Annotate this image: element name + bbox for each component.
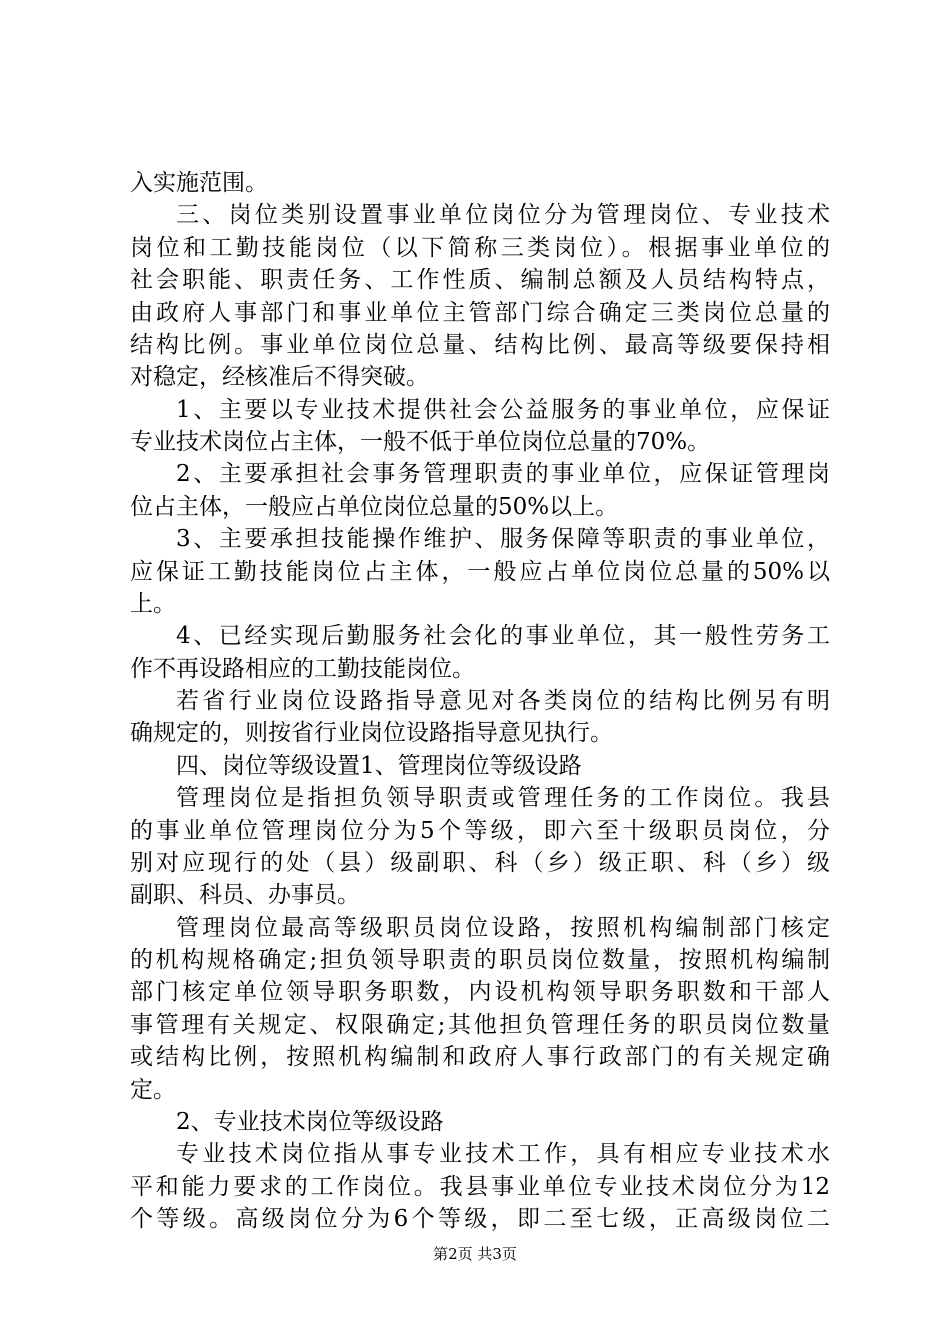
text-line: 专业技术岗位指从事专业技术工作，具有相应专业技术水 — [176, 1141, 830, 1168]
text-line: 社会职能、职责任务、工作性质、编制总额及人员结构特点， — [130, 267, 830, 294]
text-line: 平和能力要求的工作岗位。我县事业单位专业技术岗位分为12 — [130, 1173, 830, 1200]
text-line: 作不再设路相应的工勤技能岗位。 — [130, 655, 475, 682]
text-line: 的事业单位管理岗位分为5个等级，即六至十级职员岗位，分 — [130, 817, 830, 844]
text-line: 个等级。高级岗位分为6个等级，即二至七级，正高级岗位二 — [130, 1206, 830, 1232]
text-line: 上。 — [130, 590, 176, 617]
text-line: 别对应现行的处（县）级副职、科（乡）级正职、科（乡）级 — [130, 849, 830, 876]
text-line: 若省行业岗位设路指导意见对各类岗位的结构比例另有明 — [176, 688, 830, 714]
text-line: 2、专业技术岗位等级设路 — [176, 1108, 444, 1135]
text-line: 部门核定单位领导职务职数，内设机构领导职务职数和干部人 — [130, 979, 830, 1006]
text-line: 定。 — [130, 1076, 176, 1103]
text-line: 位占主体，一般应占单位岗位总量的50%以上。 — [130, 493, 619, 520]
text-line: 结构比例。事业单位岗位总量、结构比例、最高等级要保持相 — [130, 331, 830, 358]
text-line: 或结构比例，按照机构编制和政府人事行政部门的有关规定确 — [130, 1044, 830, 1071]
text-line: 三、岗位类别设置事业单位岗位分为管理岗位、专业技术 — [176, 202, 830, 229]
text-line: 由政府人事部门和事业单位主管部门综合确定三类岗位总量的 — [130, 299, 830, 326]
text-line: 应保证工勤技能岗位占主体，一般应占单位岗位总量的50%以 — [130, 558, 830, 585]
text-line: 管理岗位是指担负领导职责或管理任务的工作岗位。我县 — [176, 785, 830, 812]
text-line: 岗位和工勤技能岗位（以下简称三类岗位）。根据事业单位的 — [130, 234, 830, 261]
text-line: 四、岗位等级设置1、管理岗位等级设路 — [176, 752, 582, 779]
text-line: 3、主要承担技能操作维护、服务保障等职责的事业单位， — [176, 526, 830, 553]
page-number-footer: 第2页 共3页 — [433, 1245, 517, 1263]
text-line: 入实施范围。 — [130, 170, 268, 196]
text-line: 副职、科员、办事员。 — [130, 882, 360, 909]
text-line: 2、主要承担社会事务管理职责的事业单位，应保证管理岗 — [176, 461, 830, 488]
text-line: 专业技术岗位占主体，一般不低于单位岗位总量的70%。 — [130, 429, 711, 455]
text-line: 对稳定，经核准后不得突破。 — [130, 364, 429, 391]
text-line: 的机构规格确定;担负领导职责的职员岗位数量，按照机构编制 — [130, 947, 830, 973]
text-line: 事管理有关规定、权限确定;其他担负管理任务的职员岗位数量 — [130, 1011, 830, 1038]
text-line: 4、已经实现后勤服务社会化的事业单位，其一般性劳务工 — [176, 623, 830, 650]
text-line: 确规定的，则按省行业岗位设路指导意见执行。 — [130, 720, 613, 747]
text-line: 1、主要以专业技术提供社会公益服务的事业单位，应保证 — [176, 396, 830, 423]
text-line: 管理岗位最高等级职员岗位设路，按照机构编制部门核定 — [176, 914, 830, 941]
